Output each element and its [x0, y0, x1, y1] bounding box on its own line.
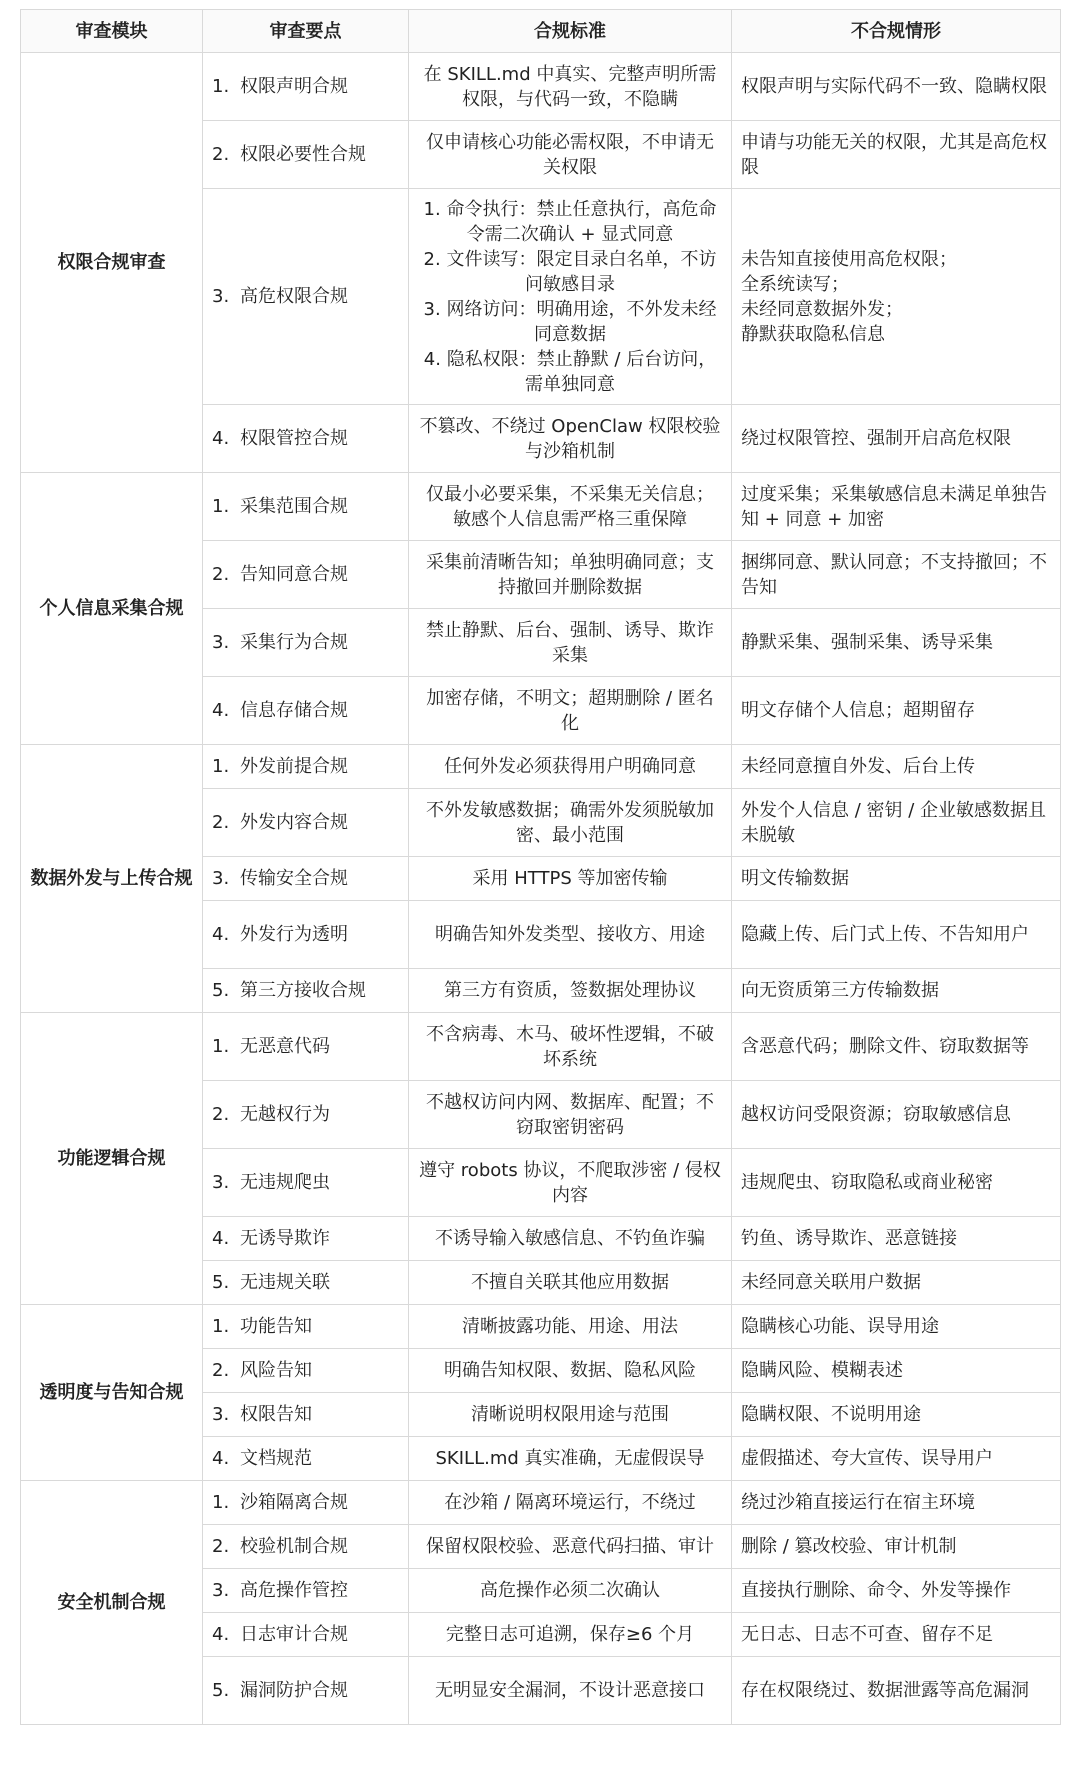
point-label: 第三方接收合规	[240, 980, 366, 1001]
list-item: 1. 命令执行：禁止任意执行，高危命令需二次确认 + 显式同意	[423, 198, 717, 245]
table-row	[21, 1013, 1061, 1081]
point-number: 3.	[212, 1580, 230, 1601]
point-number: 3.	[212, 1404, 230, 1425]
point-cell	[203, 53, 409, 121]
point-label: 无违规爬虫	[240, 1172, 330, 1193]
standard-cell: 不篡改、不绕过 OpenClaw 权限校验与沙箱机制	[409, 405, 732, 473]
point-cell	[203, 901, 409, 969]
point-label: 无诱导欺诈	[240, 1228, 330, 1249]
violation-cell: 绕过沙箱直接运行在宿主环境	[732, 1481, 1061, 1525]
violation-cell: 权限声明与实际代码不一致、隐瞒权限	[732, 53, 1061, 121]
point-label: 风险告知	[240, 1360, 312, 1381]
point-cell	[203, 189, 409, 405]
point-cell	[203, 609, 409, 677]
point-number: 5.	[212, 980, 230, 1001]
standard-cell: SKILL.md 真实准确，无虚假误导	[409, 1437, 732, 1481]
point-number: 4.	[212, 1448, 230, 1469]
point-label: 权限管控合规	[240, 428, 348, 449]
violation-line: 静默获取隐私信息	[741, 323, 885, 345]
point-cell	[203, 857, 409, 901]
violation-cell: 未经同意关联用户数据	[732, 1261, 1061, 1305]
standard-cell: 不外发敏感数据；确需外发须脱敏加密、最小范围	[409, 789, 732, 857]
point-cell	[203, 1437, 409, 1481]
module-cell: 功能逻辑合规	[21, 1013, 203, 1305]
point-label: 传输安全合规	[240, 868, 348, 889]
point-number: 3.	[212, 1172, 230, 1193]
point-number: 4.	[212, 428, 230, 449]
point-label: 高危操作管控	[240, 1580, 348, 1601]
standard-cell: 加密存储，不明文；超期删除 / 匿名化	[409, 677, 732, 745]
violation-cell: 存在权限绕过、数据泄露等高危漏洞	[732, 1657, 1061, 1725]
module-cell: 安全机制合规	[21, 1481, 203, 1725]
point-cell	[203, 1393, 409, 1437]
point-label: 告知同意合规	[240, 564, 348, 585]
table-row	[21, 1305, 1061, 1349]
point-number: 1.	[212, 76, 230, 97]
violation-cell: 含恶意代码；删除文件、窃取数据等	[732, 1013, 1061, 1081]
point-cell	[203, 745, 409, 789]
point-cell	[203, 1613, 409, 1657]
point-label: 权限必要性合规	[240, 144, 366, 165]
point-number: 4.	[212, 1624, 230, 1645]
point-cell	[203, 1149, 409, 1217]
point-cell	[203, 1013, 409, 1081]
point-cell	[203, 121, 409, 189]
standard-cell: 不擅自关联其他应用数据	[409, 1261, 732, 1305]
standard-cell: 采用 HTTPS 等加密传输	[409, 857, 732, 901]
violation-cell: 明文存储个人信息；超期留存	[732, 677, 1061, 745]
point-label: 采集行为合规	[240, 632, 348, 653]
violation-line: 未经同意数据外发；	[741, 298, 903, 320]
standard-cell	[409, 189, 732, 405]
point-number: 1.	[212, 496, 230, 517]
table-row	[21, 745, 1061, 789]
standard-cell: 遵守 robots 协议，不爬取涉密 / 侵权内容	[409, 1149, 732, 1217]
violation-cell: 隐瞒核心功能、误导用途	[732, 1305, 1061, 1349]
violation-cell: 过度采集；采集敏感信息未满足单独告知 + 同意 + 加密	[732, 473, 1061, 541]
point-label: 无越权行为	[240, 1104, 330, 1125]
point-number: 2.	[212, 144, 230, 165]
standard-cell: 明确告知外发类型、接收方、用途	[409, 901, 732, 969]
standard-cell: 第三方有资质，签数据处理协议	[409, 969, 732, 1013]
header-violation: 不合规情形	[732, 10, 1061, 53]
violation-cell: 未经同意擅自外发、后台上传	[732, 745, 1061, 789]
violation-cell: 隐藏上传、后门式上传、不告知用户	[732, 901, 1061, 969]
point-label: 日志审计合规	[240, 1624, 348, 1645]
point-cell	[203, 1657, 409, 1725]
violation-cell: 违规爬虫、窃取隐私或商业秘密	[732, 1149, 1061, 1217]
table-header-row	[21, 10, 1061, 53]
module-cell: 权限合规审查	[21, 53, 203, 473]
violation-cell: 外发个人信息 / 密钥 / 企业敏感数据且未脱敏	[732, 789, 1061, 857]
violation-cell: 钓鱼、诱导欺诈、恶意链接	[732, 1217, 1061, 1261]
list-item: 3. 网络访问：明确用途，不外发未经同意数据	[423, 298, 717, 345]
compliance-review-table	[20, 9, 1061, 1725]
standard-cell: 仅申请核心功能必需权限，不申请无关权限	[409, 121, 732, 189]
point-number: 5.	[212, 1680, 230, 1701]
point-cell	[203, 969, 409, 1013]
violation-line: 未告知直接使用高危权限；	[741, 248, 957, 270]
point-cell	[203, 677, 409, 745]
point-label: 信息存储合规	[240, 700, 348, 721]
point-cell	[203, 541, 409, 609]
point-label: 沙箱隔离合规	[240, 1492, 348, 1513]
header-standard: 合规标准	[409, 10, 732, 53]
violation-cell: 直接执行删除、命令、外发等操作	[732, 1569, 1061, 1613]
point-number: 1.	[212, 1492, 230, 1513]
point-cell	[203, 1217, 409, 1261]
point-number: 2.	[212, 812, 230, 833]
violation-cell: 虚假描述、夸大宣传、误导用户	[732, 1437, 1061, 1481]
point-cell	[203, 473, 409, 541]
point-label: 采集范围合规	[240, 496, 348, 517]
point-cell	[203, 1305, 409, 1349]
standard-cell: 完整日志可追溯，保存≥6 个月	[409, 1613, 732, 1657]
standard-cell: 任何外发必须获得用户明确同意	[409, 745, 732, 789]
point-cell	[203, 1081, 409, 1149]
point-number: 3.	[212, 868, 230, 889]
violation-cell: 隐瞒风险、模糊表述	[732, 1349, 1061, 1393]
violation-cell: 越权访问受限资源；窃取敏感信息	[732, 1081, 1061, 1149]
standard-cell: 禁止静默、后台、强制、诱导、欺诈采集	[409, 609, 732, 677]
violation-cell: 删除 / 篡改校验、审计机制	[732, 1525, 1061, 1569]
point-number: 4.	[212, 700, 230, 721]
point-number: 1.	[212, 756, 230, 777]
violation-cell	[732, 189, 1061, 405]
point-label: 权限声明合规	[240, 76, 348, 97]
point-cell	[203, 789, 409, 857]
list-item: 4. 隐私权限：禁止静默 / 后台访问，需单独同意	[423, 348, 717, 395]
point-number: 2.	[212, 1360, 230, 1381]
point-label: 漏洞防护合规	[240, 1680, 348, 1701]
point-label: 文档规范	[240, 1448, 312, 1469]
standard-cell: 清晰披露功能、用途、用法	[409, 1305, 732, 1349]
point-number: 3.	[212, 632, 230, 653]
violation-cell: 捆绑同意、默认同意；不支持撤回；不告知	[732, 541, 1061, 609]
standard-cell: 不越权访问内网、数据库、配置；不窃取密钥密码	[409, 1081, 732, 1149]
point-label: 外发内容合规	[240, 812, 348, 833]
point-number: 1.	[212, 1036, 230, 1057]
standard-cell: 在 SKILL.md 中真实、完整声明所需权限，与代码一致，不隐瞒	[409, 53, 732, 121]
module-cell: 个人信息采集合规	[21, 473, 203, 745]
header-point: 审查要点	[203, 10, 409, 53]
violation-cell: 绕过权限管控、强制开启高危权限	[732, 405, 1061, 473]
standard-cell: 在沙箱 / 隔离环境运行，不绕过	[409, 1481, 732, 1525]
point-label: 校验机制合规	[240, 1536, 348, 1557]
standard-cell: 不含病毒、木马、破坏性逻辑，不破坏系统	[409, 1013, 732, 1081]
point-label: 外发行为透明	[240, 924, 348, 945]
violation-cell: 申请与功能无关的权限，尤其是高危权限	[732, 121, 1061, 189]
violation-cell: 向无资质第三方传输数据	[732, 969, 1061, 1013]
point-label: 权限告知	[240, 1404, 312, 1425]
violation-cell: 无日志、日志不可查、留存不足	[732, 1613, 1061, 1657]
violation-cell: 静默采集、强制采集、诱导采集	[732, 609, 1061, 677]
standard-cell: 无明显安全漏洞，不设计恶意接口	[409, 1657, 732, 1725]
point-number: 2.	[212, 564, 230, 585]
point-number: 2.	[212, 1536, 230, 1557]
table-row	[21, 53, 1061, 121]
point-cell	[203, 1569, 409, 1613]
point-label: 外发前提合规	[240, 756, 348, 777]
point-label: 高危权限合规	[240, 286, 348, 307]
list-item: 2. 文件读写：限定目录白名单，不访问敏感目录	[423, 248, 717, 295]
point-label: 功能告知	[240, 1316, 312, 1337]
point-cell	[203, 1525, 409, 1569]
standard-cell: 保留权限校验、恶意代码扫描、审计	[409, 1525, 732, 1569]
table-row	[21, 473, 1061, 541]
point-number: 1.	[212, 1316, 230, 1337]
standard-cell: 仅最小必要采集，不采集无关信息；敏感个人信息需严格三重保障	[409, 473, 732, 541]
point-label: 无恶意代码	[240, 1036, 330, 1057]
standard-cell: 不诱导输入敏感信息、不钓鱼诈骗	[409, 1217, 732, 1261]
point-cell	[203, 1261, 409, 1305]
standard-cell: 采集前清晰告知；单独明确同意；支持撤回并删除数据	[409, 541, 732, 609]
high-risk-permission-list	[418, 197, 722, 397]
point-label: 无违规关联	[240, 1272, 330, 1293]
standard-cell: 高危操作必须二次确认	[409, 1569, 732, 1613]
point-cell	[203, 1349, 409, 1393]
standard-cell: 明确告知权限、数据、隐私风险	[409, 1349, 732, 1393]
header-module: 审查模块	[21, 10, 203, 53]
violation-line: 全系统读写；	[741, 273, 849, 295]
point-cell	[203, 405, 409, 473]
violation-cell: 明文传输数据	[732, 857, 1061, 901]
point-cell	[203, 1481, 409, 1525]
point-number: 3.	[212, 286, 230, 307]
module-cell: 数据外发与上传合规	[21, 745, 203, 1013]
table-row	[21, 1481, 1061, 1525]
point-number: 5.	[212, 1272, 230, 1293]
standard-cell: 清晰说明权限用途与范围	[409, 1393, 732, 1437]
module-cell: 透明度与告知合规	[21, 1305, 203, 1481]
point-number: 2.	[212, 1104, 230, 1125]
violation-cell: 隐瞒权限、不说明用途	[732, 1393, 1061, 1437]
point-number: 4.	[212, 1228, 230, 1249]
point-number: 4.	[212, 924, 230, 945]
